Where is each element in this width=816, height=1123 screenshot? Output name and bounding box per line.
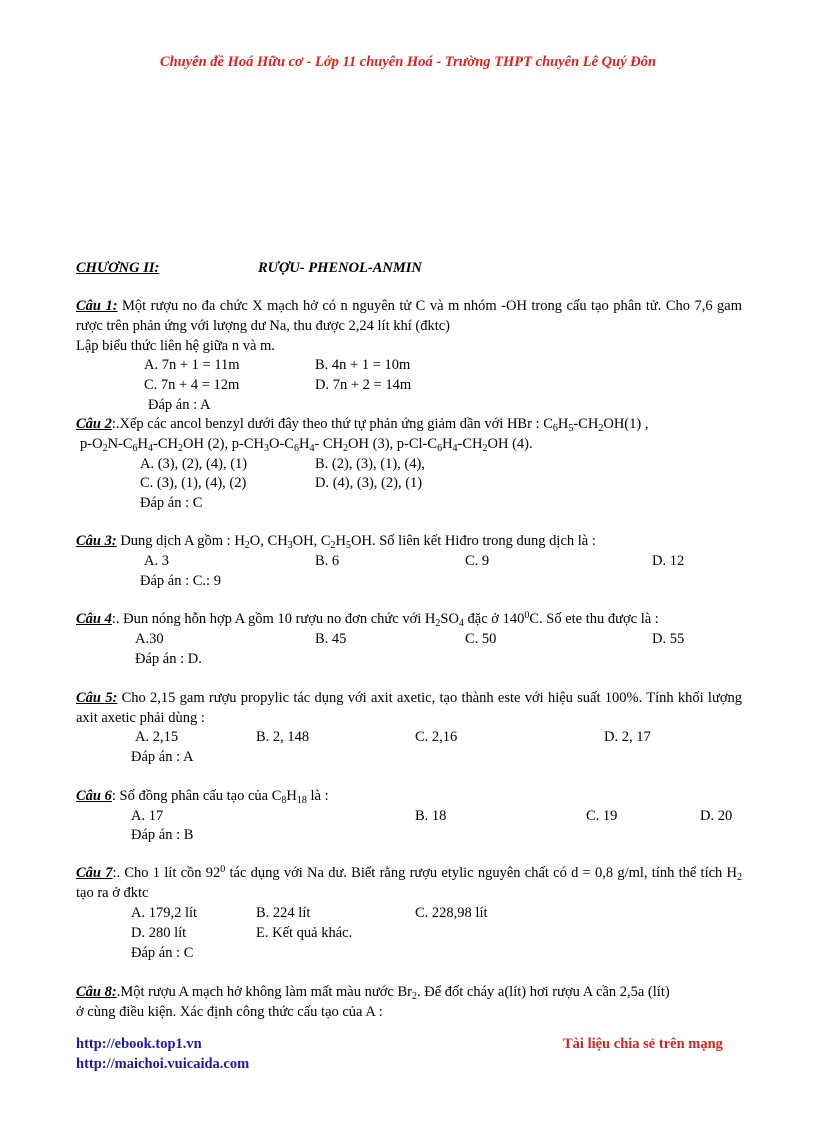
- q1-option-a: A. 7n + 1 = 11m: [144, 357, 240, 373]
- q6-label: Câu 6: [76, 788, 112, 804]
- q6-option-a: A. 17: [131, 808, 164, 824]
- q6-option-c: C. 19: [586, 808, 618, 824]
- q7-label: Câu 7: [76, 865, 113, 881]
- q4-option-c: C. 50: [465, 631, 497, 647]
- q2-option-b: B. (2), (3), (1), (4),: [315, 456, 425, 472]
- q4-text: Câu 4:. Đun nóng hỗn hợp A gồm 10 rượu no đơn chức với $H_2SO_4$ đặc ở $140^0C$. Số ete thu được là :: [76, 610, 659, 629]
- q1-answer: Đáp án : A: [148, 397, 211, 413]
- q6-answer: Đáp án : B: [131, 827, 194, 843]
- q7-answer: Đáp án : C: [131, 945, 194, 961]
- q5-text: [76, 688, 742, 728]
- footer-note: Tài liệu chia sẻ trên mạng: [563, 1036, 723, 1052]
- q5-option-b: B. 2, 148: [256, 729, 310, 745]
- q6-text: Câu 6: Số đồng phân cấu tạo của $C_8H_{18}$ là :: [76, 788, 329, 806]
- q1-option-b: B. 4n + 1 = 10m: [315, 357, 411, 373]
- q6-option-d: D. 20: [700, 808, 733, 824]
- q3-option-c: C. 9: [465, 553, 490, 569]
- q2-text2: $p-O_2N-C_6H_4-CH_2OH$ (2), $p-CH_3O-C_6H_4-$ $CH_2OH$ (3), $p-Cl-C_6H_4-CH_2OH$ (4).: [80, 436, 533, 454]
- q7-text: Câu 7:. Cho 1 lít cồn $92^0$ tác dụng với Na dư. Biết rằng rượu etylic nguyên chất có d = 0,8 g/ml, tính thể tích $H_2$ tạo ra ở đktc: [76, 864, 742, 901]
- q3-option-b: B. 6: [315, 553, 340, 569]
- q2-option-c: C. (3), (1), (4), (2): [140, 475, 247, 491]
- q2-text: Câu 2:.Xếp các ancol benzyl dưới đây theo thứ tự phản ứng giảm dần với HBr : $C_6H_5-CH_2OH(1)$ ,: [76, 416, 649, 434]
- q5-option-d: D. 2, 17: [604, 729, 651, 745]
- q2-label: Câu 2: [76, 416, 112, 432]
- q5-answer: Đáp án : A: [131, 749, 194, 765]
- q5-option-c: C. 2,16: [415, 729, 458, 745]
- q7-option-d: D. 280 lít: [131, 925, 187, 941]
- page-header: Chuyên đề Hoá Hữu cơ - Lớp 11 chuyên Hoá - Trường THPT chuyên Lê Quý Đôn: [159, 54, 657, 70]
- q4-option-a: A.30: [135, 631, 164, 647]
- q8-text: Câu 8:.Một rượu A mạch hở không làm mất màu nước $Br_2$. Để đốt cháy a(lít) hơi rượu A cần 2,5a (lít): [76, 984, 670, 1002]
- q1-text: [76, 296, 742, 336]
- q4-label: Câu 4: [76, 611, 112, 627]
- footer-link-maichoi[interactable]: http://maichoi.vuicaida.com: [76, 1056, 250, 1072]
- q4-option-d: D. 55: [652, 631, 685, 647]
- q8-label: Câu 8:: [76, 984, 117, 1000]
- footer-link-ebook[interactable]: http://ebook.top1.vn: [76, 1036, 202, 1052]
- q3-text: Câu 3: Dung dịch A gồm : $H_2O$, $CH_3OH$, $C_2H_5OH$. Số liên kết Hiđro trong dung dịch là :: [76, 533, 596, 551]
- q1-text2: Lập biểu thức liên hệ giữa n và m.: [76, 338, 275, 354]
- q1-option-d: D. 7n + 2 = 14m: [315, 377, 412, 393]
- q3-option-d: D. 12: [652, 553, 685, 569]
- chapter-label: CHƯƠNG II:: [76, 260, 160, 276]
- q7-option-b: B. 224 lít: [256, 905, 311, 921]
- q7-option-e: E. Kết quả khác.: [256, 925, 353, 941]
- q6-option-b: B. 18: [415, 808, 447, 824]
- q1-option-c: C. 7n + 4 = 12m: [144, 377, 240, 393]
- q5-stem: Cho 2,15 gam rượu propylic tác dụng với axit axetic, tạo thành este với hiệu suất 100%. Tính khối lượng axit axetic phải dùng :: [76, 690, 742, 726]
- q1-label: Câu 1:: [76, 298, 118, 314]
- chapter-title: RƯỢU- PHENOL-ANMIN: [258, 260, 422, 276]
- q4-answer: Đáp án : D.: [135, 651, 202, 667]
- q7-option-c: C. 228,98 lít: [415, 905, 488, 921]
- q1-stem: Một rượu no đa chức X mạch hở có n nguyên tử C và m nhóm -OH trong cấu tạo phân tử. Cho 7,6 gam rược trên phản ứng với lượng dư Na, thu được 2,24 lít khí (đktc): [76, 298, 742, 334]
- q5-label: Câu 5:: [76, 690, 118, 706]
- q3-option-a: A. 3: [144, 553, 169, 569]
- q3-answer: Đáp án : C.: 9: [140, 573, 221, 589]
- q2-option-d: D. (4), (3), (2), (1): [315, 475, 423, 491]
- q2-answer: Đáp án : C: [140, 495, 203, 511]
- q7-option-a: A. 179,2 lít: [131, 905, 198, 921]
- q3-label: Câu 3:: [76, 533, 117, 549]
- q8-text2: ở cùng điều kiện. Xác định công thức cấu tạo của A :: [76, 1004, 383, 1020]
- q2-option-a: A. (3), (2), (4), (1): [140, 456, 248, 472]
- q4-option-b: B. 45: [315, 631, 347, 647]
- q5-option-a: A. 2,15: [135, 729, 179, 745]
